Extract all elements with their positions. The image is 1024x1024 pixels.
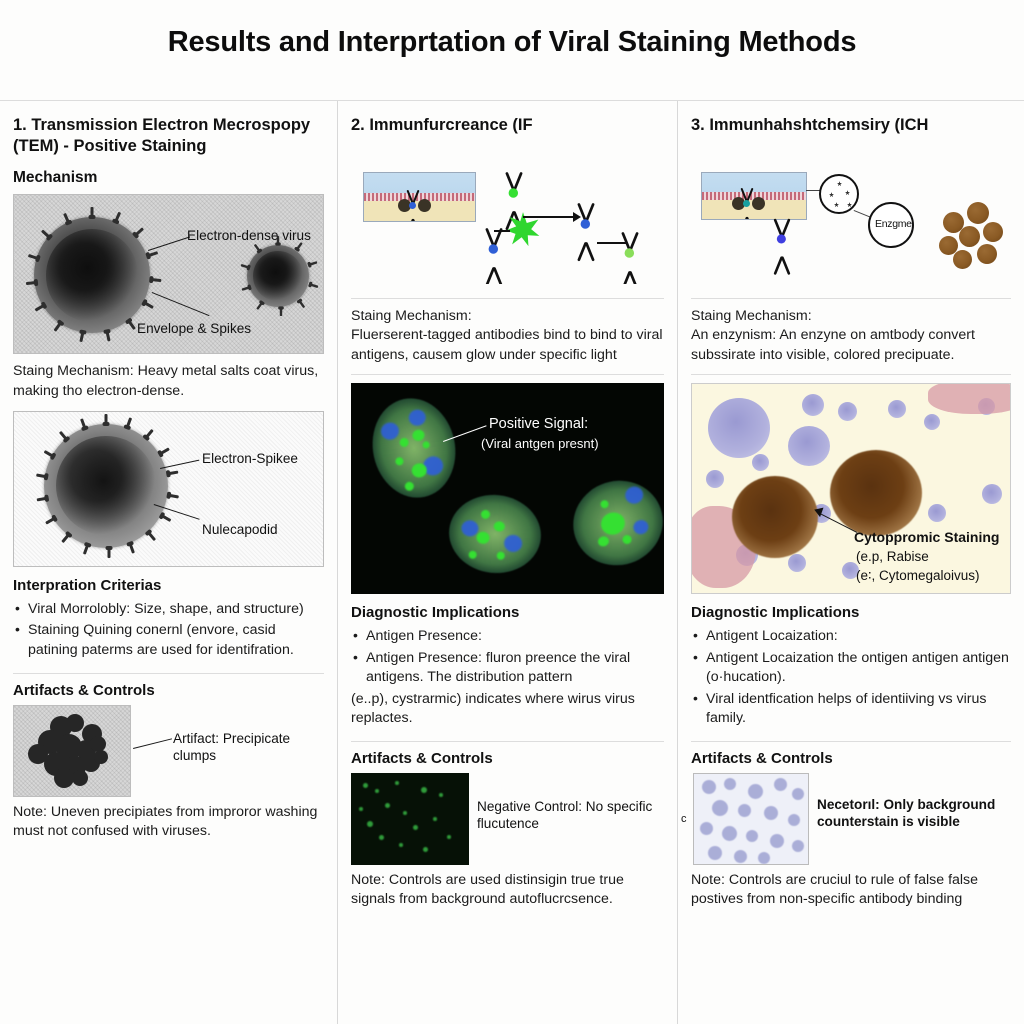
antibody-icon [765,218,799,257]
precipitate-blob [959,226,980,247]
substrate-particle [845,190,850,195]
tem2-label-spike: Electron-Spikee [202,450,298,466]
virion-large [34,217,150,333]
columns-container [0,101,1024,1024]
spike [145,302,154,309]
antigen-spot [476,531,490,544]
counterstained-cell [708,846,722,860]
background-dot [421,787,427,793]
background-dot [395,781,399,785]
stained-cell [364,391,465,506]
antibody-arm [773,256,783,275]
spike [36,473,45,478]
antibody-tag-dot [743,200,750,207]
tem2-label-nucleocapsid: Nulecapodid [202,521,278,537]
tem-note: Note: Uneven precipiates from improror washing must not confused with viruses. [13,803,318,839]
section-divider [351,741,664,742]
list-item: • Antigent Locaization: [691,627,1011,647]
membrane-diagram [701,172,807,220]
spike [148,532,156,541]
spike [106,332,111,341]
ihc-mechanism-label: Staing Mechanism: [691,308,812,325]
antigen-spot [621,534,632,545]
dab-stained-cell [732,476,818,558]
background-dot [385,803,390,808]
counterstained-cell [724,778,736,790]
control-row-if [351,773,664,865]
antibody-tag-dot [581,219,590,228]
spike [128,321,136,330]
counterstained-cell [738,804,751,817]
column-tem [0,101,337,1024]
precipitate-blob [983,222,1003,242]
counterstained-cell [746,830,758,842]
ihc-label-cmv: (e∶, Cytomegaloivus) [856,568,980,584]
counterstained-cell [792,788,804,800]
counterstained-cell [774,778,787,791]
spike [310,261,318,266]
if-schematic [351,154,664,284]
tem-label-electron-dense: Electron-dense virus [187,228,311,244]
if-mechanism-label: Staing Mechanism: [351,308,472,325]
spike [126,417,132,426]
enzyme-badge-label: Enzgme [875,218,912,231]
counterstained-cell [788,814,800,826]
antigen-spot [468,550,477,559]
background-dot [363,783,368,788]
ihc-mechanism-text: An enzynism: An enzyne on amtbody convert subssirate into visible, colored precipuate. [691,327,975,363]
negative-control-field [351,773,469,865]
counterstained-cell [712,800,728,816]
substrate-particle [834,202,839,207]
spike [149,251,158,257]
antigen-spot [422,441,430,449]
nucleus-spot [632,518,651,536]
spike [161,447,170,454]
tem-figure-1 [13,194,324,354]
stained-cell [562,469,664,577]
lymphocyte [788,554,806,572]
background-dot [379,835,384,840]
antibody-arm [577,242,587,262]
counterstained-cell [722,826,737,841]
spike [44,450,53,457]
background-dot [447,835,451,839]
spike [169,470,178,475]
spike [256,303,262,310]
antibody-icon [612,231,647,272]
antibody-tag-dot [489,244,498,253]
section-divider [13,673,324,674]
if-note: Note: Controls are used distinsigin true true signals from background autoflucrcsence. [351,872,624,908]
spike [135,227,144,235]
counterstained-cell [702,780,716,794]
leader-line [160,460,199,469]
tem-label-envelope-spikes: Envelope & Spikes [137,321,252,337]
section-divider [351,374,664,375]
implications-list-ihc [691,627,1011,729]
antibody-tag-dot [409,202,416,209]
antibody-icon [496,171,531,212]
artifacts-heading-ihc: Artifacts & Controls [691,750,833,768]
counterstained-cell [764,806,778,820]
lymphocyte [802,394,824,416]
tissue-stroma [928,383,1011,414]
artifacts-heading-tem: Artifacts & Controls [13,681,155,699]
spike [45,517,54,524]
tem-figure-2 [13,411,324,567]
ihc-micrograph [691,383,1011,594]
spike [26,281,35,285]
antigen-spot [493,521,505,532]
lymphocyte [982,484,1002,504]
background-dot [423,847,428,852]
antigen-spot [598,509,628,537]
artifact-figure-tem [13,705,131,797]
spike [105,414,108,423]
fluorescence-field [351,383,664,594]
antigen-spot [600,499,610,509]
antigen-spot [597,535,611,548]
background-dot [375,789,379,793]
page-title: Results and Interprtation of Viral Staining Methods [167,26,857,58]
stained-cell [445,490,545,577]
counterstained-cell [758,852,770,864]
antigen-spot [411,429,425,442]
antibody-icon [476,227,511,268]
list-item: • Antigen Presence: fluron preence the viral antigens. The distribution pattern [351,649,664,688]
spike [61,534,69,543]
spike [129,544,135,553]
antigen-spot [399,437,410,448]
spike [37,497,46,502]
antibody-icon [400,189,426,219]
membrane-diagram [363,172,476,222]
spike [242,287,250,292]
lymphocyte [708,398,770,458]
lymphocyte [924,414,940,430]
spike [80,418,86,427]
mechanism-subheading: Mechanism [13,169,98,187]
control-label-ihc-text: Necetorıl: Only background counterstain is visible [817,797,996,829]
background-dot [433,817,437,821]
antigen-spot [395,457,404,466]
control-label-ihc [817,797,1017,831]
spike [115,212,121,221]
spike [54,323,62,332]
connector-line [494,230,510,232]
reaction-arrow-line [523,216,573,218]
tem-mechanism-text: Staing Mechanism: Heavy metal salts coat virus, making tho electron-dense. [13,363,319,399]
list-item: • Antigent Locaization the ontigen antigen antigen (o·hucation). [691,649,1011,688]
if-micrograph [351,383,664,594]
column-if [337,101,677,1024]
list-item: • Viral Morrolobly: Size, shape, and structure) [13,600,324,620]
lymphocyte [752,454,769,471]
spike [83,545,89,554]
artifact-row-tem [13,705,324,797]
spike [311,284,319,289]
section-divider [351,298,664,299]
spike [299,301,305,308]
ihc-note: Note: Controls are cruciul to rule of false false postives from non-specific antibody binding [691,872,979,908]
list-item: • Antigen Presence: [351,627,664,647]
spike [41,230,50,238]
spike [280,309,282,316]
negative-control-figure-if [351,773,469,865]
list-item: • Viral identfication helps of identiiving vs virus family. [691,690,1011,729]
leader-line [152,292,210,316]
section-divider [691,374,1011,375]
implications-list-if [351,627,664,729]
lymphocyte [888,400,906,418]
ihc-label-cytoplasmic-staining: Cytoppromic Staining [854,529,1000,546]
column-heading-tem: 1. Transmission Electron Mecrospopy (TEM) - Positive Staining [13,116,311,156]
background-dot [439,793,443,797]
substrate-particle [829,192,834,197]
spike [108,549,111,558]
counterstained-cell [748,784,763,799]
if-label-viral-antigen: (Viral antgen presnt) [481,436,599,452]
antibody-tag-dot [777,235,786,244]
diagnostic-implications-heading-ihc: Diagnostic Implications [691,604,860,622]
background-dot [413,825,418,830]
interpretation-criteria-list [13,600,324,661]
nucleus-spot [623,484,645,506]
spike [28,254,37,260]
precipitate-blob [977,244,997,264]
nucleus-spot [407,408,427,427]
background-dot [367,821,373,827]
counterstained-cell [770,834,784,848]
spike [170,494,179,499]
antigen-spot [496,551,505,560]
counterstained-cell [792,840,804,852]
virion-detail [44,424,168,548]
counterstained-cell [734,850,747,863]
lymphocyte [706,470,724,488]
spike [35,305,44,312]
section-divider [691,298,1011,299]
artifacts-heading-if: Artifacts & Controls [351,750,493,768]
counterstain-field [694,774,808,864]
column-ihc [677,101,1024,1024]
precipitate-clump [28,714,114,788]
background-dot [359,807,363,811]
background-dot [403,811,407,815]
if-mechanism-text: Fluerserent-tagged antibodies bind to bind to viral antigens, causem glow under specific light [351,327,663,363]
antibody-tag-dot [509,188,518,197]
antibody-icon [568,202,603,243]
interpretation-criteria-heading: Interpration Criterias [13,576,162,594]
spike [162,515,171,522]
diagnostic-implications-heading-if: Diagnostic Implications [351,604,520,622]
spike [59,431,67,440]
lymphocyte [838,402,857,421]
ihc-label-rabies: (e.p, Rabise [856,549,929,565]
lymphocyte [788,426,830,466]
virion-small [247,245,309,307]
leader-line [148,237,190,252]
ihc-field [692,384,1010,593]
artifact-label-tem: Artifact: Precipicate clumps [173,730,291,763]
antigen-spot [404,481,415,492]
substrate-particle [837,181,842,186]
control-label-if: Negative Control: No specific flucutence [477,799,653,831]
nucleus-spot [379,421,400,441]
spike [152,278,161,282]
lymphocyte [928,504,946,522]
if-label-positive-signal: Positive Signal: [489,416,589,433]
antibody-arm [485,267,495,284]
counterstained-cell [700,822,713,835]
precipitate-blob [953,250,972,269]
column-heading-ihc: 3. Immunhahshtchemsiry (ICH [691,116,929,134]
list-item: • Staining Quining conernl (envore, casid patining paterms are used for identifration. [13,621,324,660]
substrate-vesicle-icon [819,174,859,214]
control-row-ihc [681,773,1011,865]
list-item: (e..p), cystrarmic) indicates where wirus virus replactes. [351,690,635,727]
antibody-tag-dot [625,248,634,257]
spike [91,207,94,216]
precipitate-blob [967,202,989,224]
section-divider [691,741,1011,742]
antigen-spot [481,510,491,520]
antibody-arm [621,271,631,284]
background-dot [399,843,403,847]
negative-control-figure-ihc [693,773,809,865]
spike [79,333,84,342]
spike [63,213,69,222]
antibody-icon [734,187,760,217]
side-marker-c: c [681,813,687,826]
column-heading-if: 2. Immunfurcreance (IF [351,116,533,134]
substrate-particle [847,202,852,207]
dab-stained-cell [830,450,922,536]
spike [146,429,154,438]
leader-line [133,738,172,749]
ihc-schematic [691,154,1011,284]
spike [241,264,249,269]
nucleus-spot [503,534,523,553]
